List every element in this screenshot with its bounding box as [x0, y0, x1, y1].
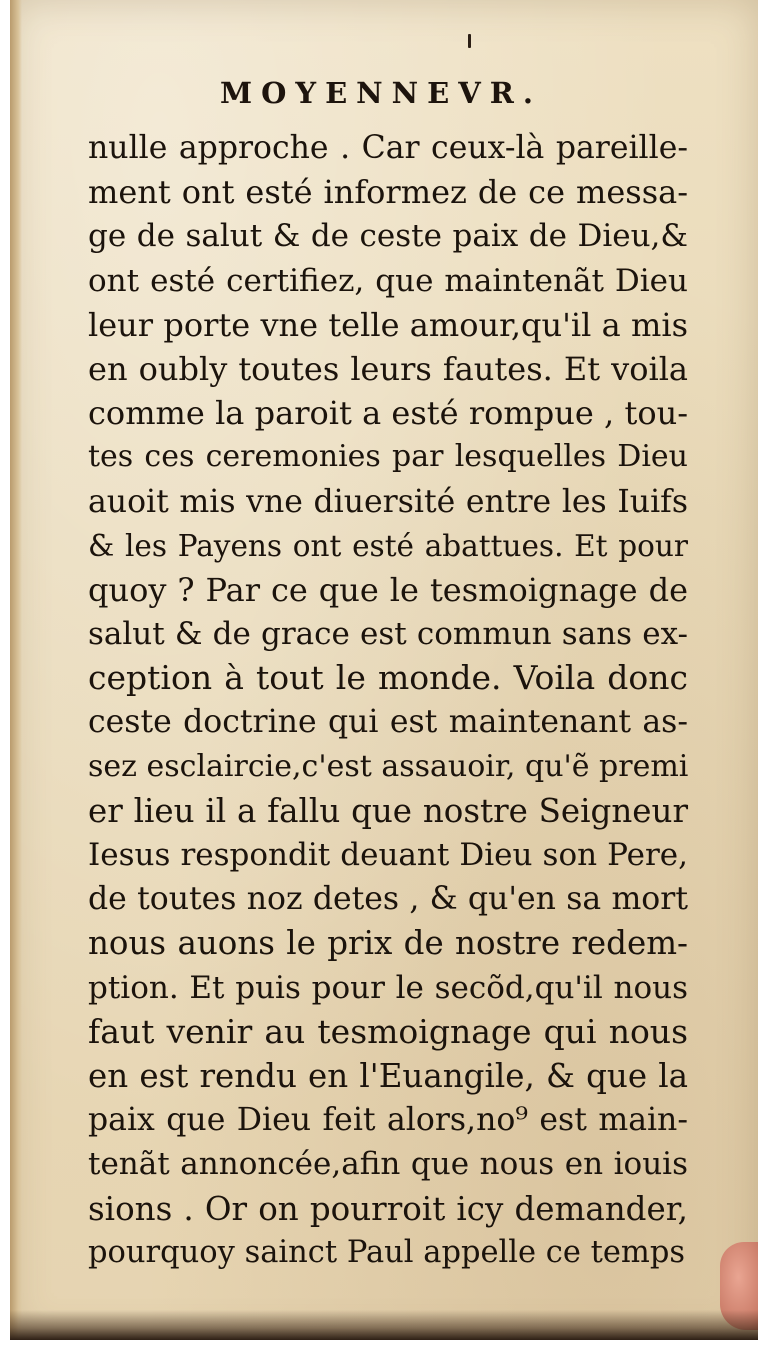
text-line-16: er lieu il a fallu que nostre Seigneur	[88, 791, 688, 830]
text-line-22: en est rendu en l'Euangile, & que la	[88, 1056, 688, 1095]
text-line-19: nous auons le prix de nostre redem-	[88, 924, 688, 963]
printers-mark	[468, 34, 471, 48]
text-line-8: tes ces ceremonies par lesquelles Dieu	[88, 439, 688, 475]
text-line-4: ont esté certifiez, que maintenãt Dieu	[88, 262, 688, 299]
text-line-14: ceste doctrine qui est maintenant as-	[88, 704, 688, 741]
running-head: MOYENNEVR.	[220, 76, 542, 110]
body-text	[88, 126, 688, 1275]
text-line-3: ge de salut & de ceste paix de Dieu,&	[88, 218, 688, 255]
text-line-18: de toutes noz detes , & qu'en sa mort	[88, 881, 688, 918]
text-line-12: salut & de grace est commun sans ex-	[88, 616, 688, 653]
text-line-23: paix que Dieu feit alors,no⁹ est main-	[88, 1102, 688, 1139]
page-gutter-edge	[10, 0, 22, 1340]
page-bottom-shadow	[10, 1310, 758, 1340]
text-line-17: Iesus respondit deuant Dieu son Pere,	[88, 837, 688, 873]
text-line-5: leur porte vne telle amour,qu'il a mis	[88, 305, 688, 344]
text-line-25: sions . Or on pourroit icy demander,	[88, 1189, 688, 1228]
text-line-15: sez esclaircie,c'est assauoir, qu'ẽ premi	[88, 748, 689, 784]
text-line-26: pourquoy sainct Paul appelle ce temps	[88, 1234, 686, 1270]
text-line-2: ment ont esté informez de ce messa-	[88, 173, 688, 212]
book-page	[10, 0, 758, 1340]
text-line-20: ption. Et puis pour le secõd,qu'il nous	[88, 969, 688, 1006]
text-line-21: faut venir au tesmoignage qui nous	[88, 1011, 688, 1051]
text-line-7: comme la paroit a esté rompue , tou-	[88, 394, 688, 433]
text-line-6: en oubly toutes leurs fautes. Et voila	[88, 349, 688, 388]
text-line-1: nulle approche . Car ceux-là pareille-	[88, 130, 688, 166]
text-line-13: ception à tout le monde. Voila donc	[88, 658, 688, 698]
text-line-10: & les Payens ont esté abattues. Et pour	[88, 528, 688, 563]
text-line-24: tenãt annoncée,afin que nous en iouis	[88, 1146, 688, 1183]
text-line-9: auoit mis vne diuersité entre les Iuifs	[88, 483, 688, 520]
text-line-11: quoy ? Par ce que le tesmoignage de	[88, 570, 688, 609]
